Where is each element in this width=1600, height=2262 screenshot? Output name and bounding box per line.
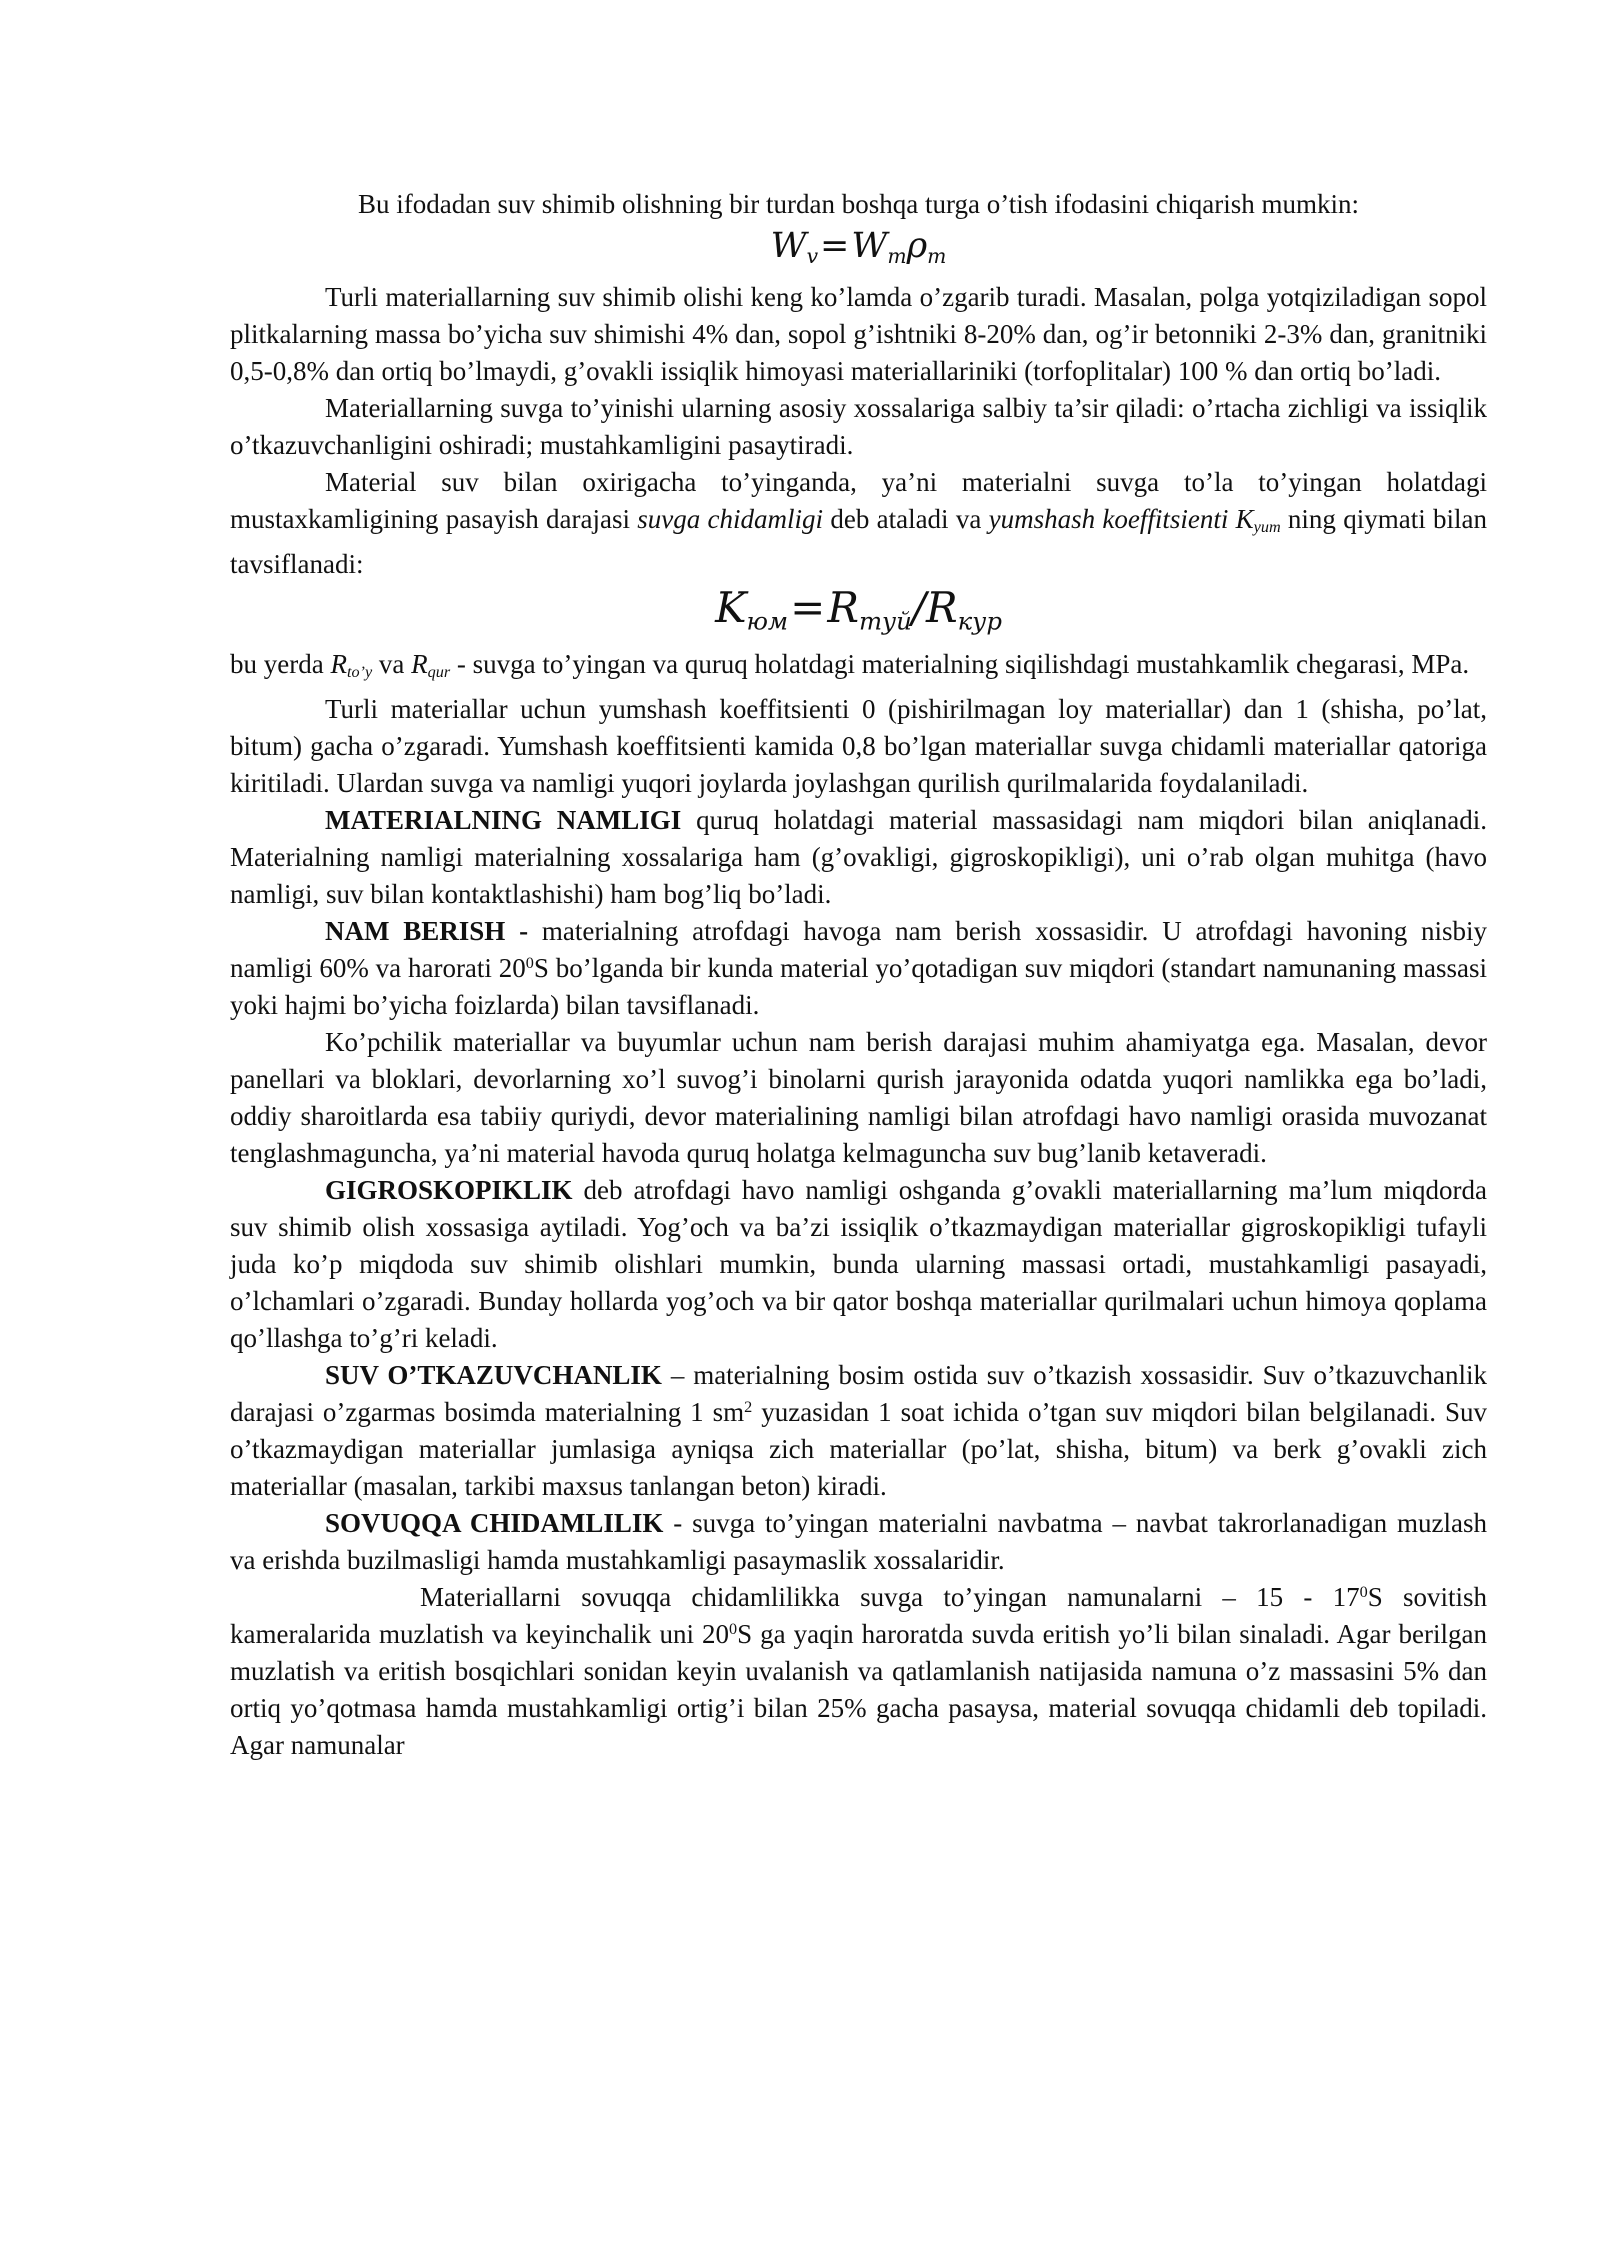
- paragraph-permeability: [230, 1357, 1487, 1505]
- paragraph-moisture-release: [230, 913, 1487, 1024]
- formula-subscript: m: [927, 244, 947, 269]
- degree-superscript: 0: [1359, 1583, 1368, 1602]
- degree-superscript: 0: [525, 954, 534, 973]
- formula-symbol: R: [827, 583, 859, 633]
- paragraph-moisture: [230, 802, 1487, 913]
- text-run: materialning atrofdagi havoga nam berish xossasidir. U atrofdagi havoning nisbiy namligi 60% va harorati 20: [230, 916, 1487, 984]
- formula-symbol: W: [851, 226, 888, 266]
- term-water-resistance: suvga chidamligi: [637, 504, 824, 535]
- degree-superscript: 0: [729, 1620, 738, 1639]
- text-run: S bo’lganda bir kunda material yo’qotadigan suv miqdori (standart namunaning massasi yoki hajmi bo’yicha foizlarda) bilan tavsiflanadi.: [230, 953, 1487, 1021]
- formula-equals: =: [790, 583, 826, 633]
- paragraph-formula-legend: [230, 646, 1487, 691]
- formula-symbol: W: [770, 226, 807, 266]
- paragraph-absorption-range: Turli materiallarning suv shimib olishi keng ko’lamda o’zgarib turadi. Masalan, polga yotqiziladigan sopol plitkalarning massa bo’yicha suv shimishi 4% dan, sopol g’ishtniki 8-20% dan, og’ir betonniki 2-3% dan, granitniki 0,5-0,8% dan ortiq bo’lmaydi, g’ovakli issiqlik himoyasi materiallariniki (torfoplitalar) 100 % dan ortiq bo’ladi.: [230, 282, 1487, 387]
- symbol-subscript: to’y: [346, 663, 373, 682]
- paragraph-softening-range: Turli materiallar uchun yumshash koeffitsienti 0 (pishirilmagan loy materiallar) dan 1 (shisha, po’lat, bitum) gacha o’zgaradi. Yumshash koeffitsienti kamida 0,8 bo’lgan materiallar suvga chidamli materiallar qatoriga kiritiladi. Ulardan suvga va namligi yuqori joylarda joylashgan qurilish qurilmalarida foydalaniladi.: [230, 694, 1487, 799]
- term-subscript: yum: [1253, 518, 1281, 537]
- heading-moisture-release: NAM BERISH -: [325, 916, 529, 947]
- intro-line: Bu ifodadan suv shimib olishning bir turdan boshqa turga o’tish ifodasini chiqarish mumkin:: [358, 189, 1359, 219]
- text-run: va: [372, 649, 412, 680]
- text-run: yuzasidan 1 soat ichida o’tgan suv miqdori bilan belgilanadi. Suv o’tkazmaydigan materiallar jumlasiga ayniqsa zich materiallar (po’lat, shisha, bitum) va berk g’ovakli zich materiallar (masalan, tarkibi maxsus tanlangan beton) kiradi.: [230, 1397, 1487, 1502]
- formula-water-absorption: [230, 223, 1487, 279]
- text-run: – materialning bosim ostida suv o’tkazish xossasidir. Suv o’tkazuvchanlik darajasi o’zgarmas bosimda materialning 1 sm: [230, 1360, 1487, 1428]
- paragraph-frost-resistance: [230, 1505, 1487, 1579]
- text-run: Materiallarni sovuqqa chidamlilikka suvga to’yingan namunalarni – 15 - 17: [420, 1582, 1360, 1613]
- symbol-subscript: qur: [427, 663, 451, 682]
- formula-symbol: ρ: [906, 226, 928, 266]
- paragraph-moisture-release-importance: Ko’pchilik materiallar va buyumlar uchun nam berish darajasi muhim ahamiyatga ega. Masalan, devor panellari va bloklari, devorlarning xo’l suvog’i binolarni qurish jarayonida odatda yuqori namlikka ega bo’ladi, oddiy sharoitlarda esa tabiiy quriydi, devor materialining namligi bilan atrofdagi havo namligi orasida muvozanat tenglashmaguncha, ya’ni material havoda quruq holatga kelmaguncha suv bug’lanib ketaveradi.: [230, 1027, 1487, 1169]
- text-run: bu yerda: [230, 649, 331, 680]
- paragraph-saturation-effects: Materiallarning suvga to’yinishi ularning asosiy xossalariga salbiy ta’sir qiladi: o’rtacha zichligi va issiqlik o’tkazuvchanligini oshiradi; mustahkamligini pasaytiradi.: [230, 393, 1487, 461]
- symbol-r-saturated: R: [330, 649, 347, 680]
- text-run: - suvga to’yingan va quruq holatdagi materialning siqilishdagi mustahkamlik chegarasi, MPa.: [450, 649, 1470, 680]
- paragraph-water-resistance: [230, 464, 1487, 583]
- text-run: S ga yaqin haroratda suvda eritish yo’li bilan sinaladi. Agar berilgan muzlatish va eritish bosqichlari sonidan keyin uvalanish va qatlamlanish natijasida namuna o’z massasini 5% dan ortiq yo’qotmasa hamda mustahkamligi ortig’i bilan 25% gacha pasaysa, material sovuqqa chidamli deb topiladi. Agar namunalar: [230, 1619, 1487, 1761]
- formula-symbol: K: [715, 583, 747, 633]
- paragraph-frost-testing: [230, 1579, 1487, 1764]
- symbol-r-dry: R: [411, 649, 428, 680]
- text-run: deb atrofdagi havo namligi oshganda g’ovakli materiallarning ma’lum miqdorda suv shimib olish xossasiga aytiladi. Yog’och va ba’zi issiqlik o’tkazmaydigan materiallar gigroskopikligi tufayli juda ko’p miqdoda suv shimib olishlari mumkin, bunda ularning massasi ortadi, mustahkamligi pasayadi, o’lchamlari o’zgaradi. Bunday hollarda yog’och va bir qator boshqa materiallar qurilmalari uchun himoya qoplama qo’llashga to’g’ri keladi.: [230, 1175, 1487, 1354]
- heading-frost-resistance: SOVUQQA CHIDAMLILIK: [325, 1508, 664, 1539]
- formula-subscript: юм: [746, 606, 789, 636]
- text-run: quruq holatdagi material massasidagi nam miqdori bilan aniqlanadi. Materialning namligi materialning xossalariga ham (g’ovakligi, gigroskopikligi), uni o’rab olgan muhitga (havo namligi, suv bilan kontaktlashishi) ham bog’liq bo’ladi.: [230, 805, 1487, 910]
- formula-equals: =: [820, 226, 850, 266]
- text-run: S sovitish kameralarida muzlatish va keyinchalik uni 20: [230, 1582, 1487, 1650]
- text-run: Material suv bilan oxirigacha to’yinganda, ya’ni materialni suvga to’la to’yingan holatdagi mustaxkamligining pasayish darajasi: [230, 467, 1487, 535]
- formula-softening-coefficient: [230, 583, 1487, 646]
- formula-symbol: R: [926, 583, 958, 633]
- heading-hygroscopicity: GIGROSKOPIKLIK: [325, 1175, 573, 1206]
- text-run: - suvga to’yingan materialni navbatma – navbat takrorlanadigan muzlash va erishda buzilmasligi hamda mustahkamligi pasaymaslik xossalaridir.: [230, 1508, 1487, 1576]
- formula-subscript: m: [887, 244, 907, 269]
- formula-subscript: v: [806, 244, 819, 269]
- text-run: deb ataladi va: [823, 504, 989, 535]
- formula-slash: /: [911, 583, 927, 633]
- square-superscript: 2: [744, 1398, 753, 1417]
- formula-subscript: туй: [858, 606, 912, 636]
- text-run: ning qiymati bilan tavsiflanadi:: [230, 504, 1487, 580]
- document-page: [230, 186, 1487, 1764]
- paragraph-hygroscopicity: [230, 1172, 1487, 1357]
- formula-subscript: кур: [957, 606, 1002, 636]
- term-softening-coefficient: yumshash koeffitsienti K: [988, 504, 1254, 535]
- heading-moisture: MATERIALNING NAMLIGI: [325, 805, 682, 836]
- heading-permeability: SUV O’TKAZUVCHANLIK: [325, 1360, 662, 1391]
